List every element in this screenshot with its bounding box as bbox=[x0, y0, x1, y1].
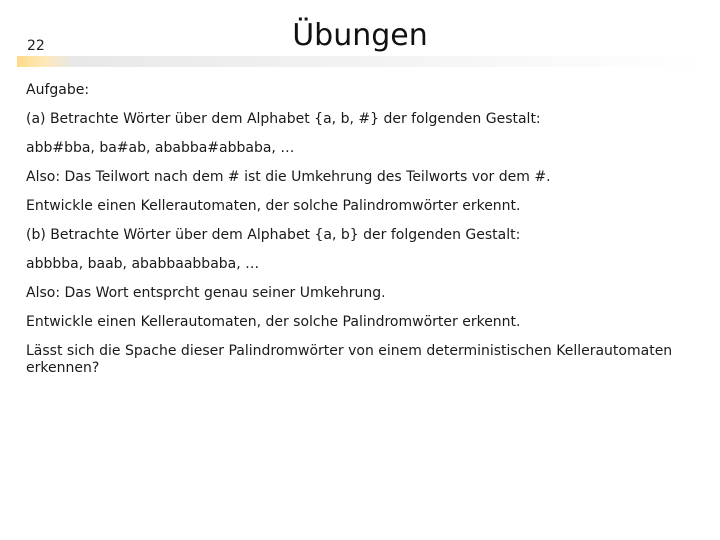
task-b-description: (b) Betrachte Wörter über dem Alphabet {a, b} der folgenden Gestalt: bbox=[26, 227, 521, 243]
task-a-description: (a) Betrachte Wörter über dem Alphabet {a, b, #} der folgenden Gestalt: bbox=[26, 111, 541, 127]
task-b-explanation: Also: Das Wort entsprcht genau seiner Umkehrung. bbox=[26, 285, 386, 301]
slide-number: 22 bbox=[27, 38, 45, 54]
task-heading: Aufgabe: bbox=[26, 82, 90, 98]
slide-content bbox=[26, 82, 696, 389]
task-question: Lässt sich die Spache dieser Palindromwörter von einem deterministischen Kellerautomaten erkennen? bbox=[26, 343, 673, 376]
slide-title: Übungen bbox=[292, 18, 428, 53]
task-b-examples: abbbba, baab, ababbaabbaba, … bbox=[26, 256, 260, 272]
task-a-explanation: Also: Das Teilwort nach dem # ist die Umkehrung des Teilworts vor dem #. bbox=[26, 169, 551, 185]
title-bar-accent bbox=[17, 56, 72, 67]
task-b-instruction: Entwickle einen Kellerautomaten, der solche Palindromwörter erkennt. bbox=[26, 314, 521, 330]
title-underline-bar bbox=[17, 56, 705, 67]
task-a-instruction: Entwickle einen Kellerautomaten, der solche Palindromwörter erkennt. bbox=[26, 198, 521, 214]
task-a-examples: abb#bba, ba#ab, ababba#abbaba, … bbox=[26, 140, 295, 156]
